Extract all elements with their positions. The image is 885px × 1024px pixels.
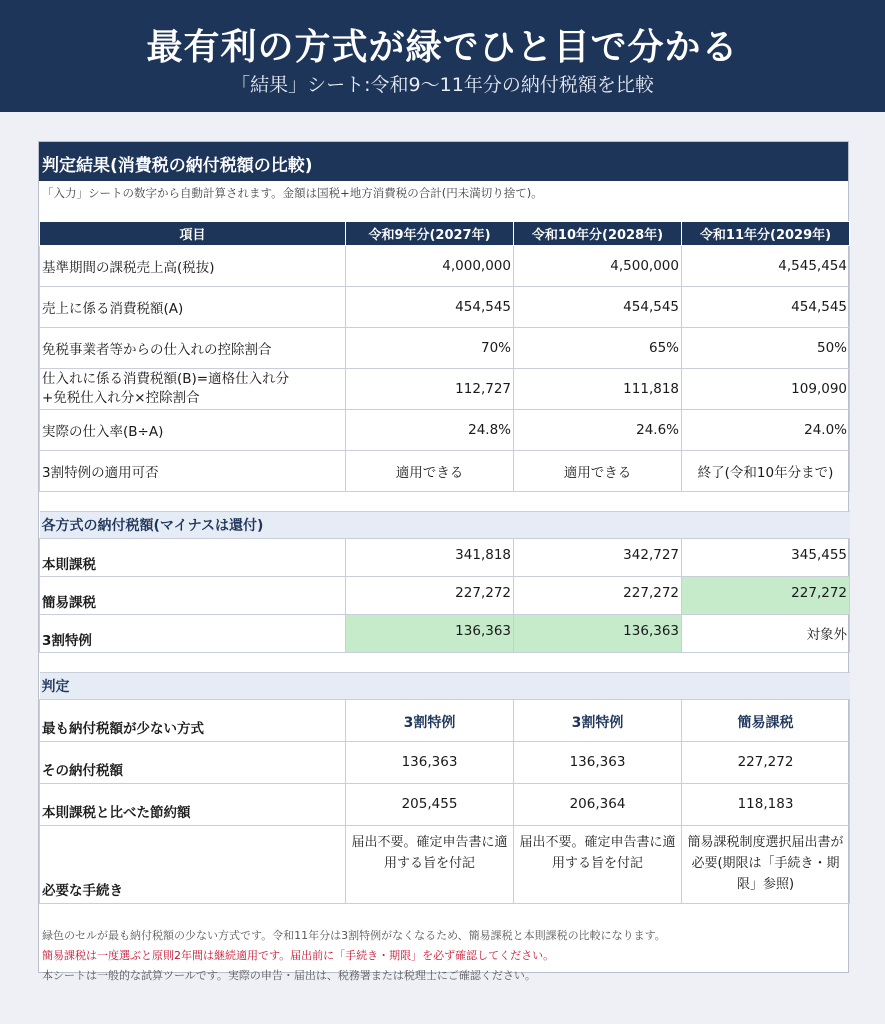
table-row bbox=[40, 410, 850, 451]
table-row bbox=[40, 615, 850, 653]
result-sheet bbox=[38, 141, 849, 982]
label-line: 仕入れに係る消費税額(B)=適格仕入れ分 bbox=[42, 371, 290, 387]
banner-subtitle: 「結果」シート:令和9〜11年分の納付税額を比較 bbox=[231, 74, 654, 96]
cell-procedure[interactable]: 届出不要。確定申告書に適用する旨を付記 bbox=[346, 826, 514, 904]
cell-method[interactable]: 3割特例 bbox=[346, 700, 514, 742]
cell-value[interactable]: 342,727 bbox=[514, 539, 682, 577]
cell-value[interactable]: 227,272 bbox=[682, 742, 850, 784]
cell-value[interactable]: 適用できる bbox=[346, 451, 514, 492]
cell-procedure[interactable]: 届出不要。確定申告書に適用する旨を付記 bbox=[514, 826, 682, 904]
section-header-methods bbox=[40, 512, 850, 539]
table-row bbox=[40, 539, 850, 577]
table-header-row bbox=[40, 222, 850, 246]
row-label-purchase-rate[interactable]: 実際の仕入率(B÷A) bbox=[40, 410, 346, 451]
cell-value[interactable]: 136,363 bbox=[514, 742, 682, 784]
table-row bbox=[40, 451, 850, 492]
cell-value[interactable]: 227,272 bbox=[346, 577, 514, 615]
header-r11[interactable]: 令和11年分(2029年) bbox=[682, 222, 850, 246]
footer-disclaimer: 本シートは一般的な試算ツールです。実際の申告・届出は、税務署または税理士にご確認ください。 bbox=[42, 969, 536, 982]
cell-value-best[interactable]: 136,363 bbox=[346, 615, 514, 653]
footer-warning: 簡易課税は一度選ぶと原則2年間は継続適用です。届出前に「手続き・期限」を必ず確認してください。 bbox=[42, 949, 555, 962]
cell-value[interactable]: 4,000,000 bbox=[346, 246, 514, 287]
header-item[interactable]: 項目 bbox=[40, 222, 346, 246]
cell-value[interactable]: 118,183 bbox=[682, 784, 850, 826]
header-banner bbox=[0, 0, 885, 112]
cell-value[interactable]: 50% bbox=[682, 328, 850, 369]
table-row bbox=[40, 784, 850, 826]
cell-value-best[interactable]: 227,272 bbox=[682, 577, 850, 615]
banner-title: 最有利の方式が緑でひと目で分かる bbox=[146, 27, 739, 68]
cell-value[interactable]: 112,727 bbox=[346, 369, 514, 410]
row-label-30pct-special[interactable]: 3割特例 bbox=[40, 615, 346, 653]
cell-value[interactable]: 4,500,000 bbox=[514, 246, 682, 287]
row-label-savings[interactable]: 本則課税と比べた節約額 bbox=[40, 784, 346, 826]
cell-value[interactable]: 対象外 bbox=[682, 615, 850, 653]
table-row bbox=[40, 700, 850, 742]
row-label-tax-amount[interactable]: その納付税額 bbox=[40, 742, 346, 784]
cell-value[interactable]: 70% bbox=[346, 328, 514, 369]
cell-value[interactable]: 終了(令和10年分まで) bbox=[682, 451, 850, 492]
table-row bbox=[40, 287, 850, 328]
footer-notes bbox=[39, 904, 848, 986]
table-row bbox=[40, 246, 850, 287]
row-label-deduction-ratio[interactable]: 免税事業者等からの仕入れの控除割合 bbox=[40, 328, 346, 369]
header-r10[interactable]: 令和10年分(2028年) bbox=[514, 222, 682, 246]
section-title: 各方式の納付税額(マイナスは還付) bbox=[40, 512, 850, 539]
row-label-sales-tax[interactable]: 売上に係る消費税額(A) bbox=[40, 287, 346, 328]
spacer-row bbox=[40, 653, 850, 673]
cell-value[interactable]: 205,455 bbox=[346, 784, 514, 826]
cell-method[interactable]: 3割特例 bbox=[514, 700, 682, 742]
table-row bbox=[40, 328, 850, 369]
cell-value[interactable]: 適用できる bbox=[514, 451, 682, 492]
row-label-standard-tax[interactable]: 本則課税 bbox=[40, 539, 346, 577]
section-title: 判定 bbox=[40, 673, 850, 700]
cell-value[interactable]: 206,364 bbox=[514, 784, 682, 826]
cell-method[interactable]: 簡易課税 bbox=[682, 700, 850, 742]
cell-value[interactable]: 454,545 bbox=[514, 287, 682, 328]
cell-value[interactable]: 454,545 bbox=[346, 287, 514, 328]
table-row bbox=[40, 826, 850, 904]
cell-procedure[interactable]: 簡易課税制度選択届出書が必要(期限は「手続き・期限」参照) bbox=[682, 826, 850, 904]
spacer-row bbox=[40, 492, 850, 512]
cell-value[interactable]: 454,545 bbox=[682, 287, 850, 328]
label-line: +免税仕入れ分×控除割合 bbox=[42, 390, 200, 406]
cell-value[interactable]: 345,455 bbox=[682, 539, 850, 577]
row-label-30pct-eligibility[interactable]: 3割特例の適用可否 bbox=[40, 451, 346, 492]
cell-value[interactable]: 341,818 bbox=[346, 539, 514, 577]
header-r9[interactable]: 令和9年分(2027年) bbox=[346, 222, 514, 246]
cell-value[interactable]: 24.6% bbox=[514, 410, 682, 451]
row-label-procedure[interactable]: 必要な手続き bbox=[40, 826, 346, 904]
table-row bbox=[40, 742, 850, 784]
table-row bbox=[40, 369, 850, 410]
sheet-title: 判定結果(消費税の納付税額の比較) bbox=[39, 142, 848, 181]
cell-value[interactable]: 65% bbox=[514, 328, 682, 369]
cell-value[interactable]: 24.0% bbox=[682, 410, 850, 451]
cell-value[interactable]: 111,818 bbox=[514, 369, 682, 410]
section-header-judgement bbox=[40, 673, 850, 700]
row-label-best-method[interactable]: 最も納付税額が少ない方式 bbox=[40, 700, 346, 742]
row-label-base-sales[interactable]: 基準期間の課税売上高(税抜) bbox=[40, 246, 346, 287]
sheet-note: 「入力」シートの数字から自動計算されます。金額は国税+地方消費税の合計(円未満切り捨て)。 bbox=[42, 186, 543, 200]
table-row bbox=[40, 577, 850, 615]
cell-value-best[interactable]: 136,363 bbox=[514, 615, 682, 653]
cell-value[interactable]: 136,363 bbox=[346, 742, 514, 784]
row-label-purchase-tax[interactable] bbox=[40, 369, 346, 410]
cell-value[interactable]: 24.8% bbox=[346, 410, 514, 451]
comparison-table bbox=[39, 221, 850, 904]
footer-note: 緑色のセルが最も納付税額の少ない方式です。令和11年分は3割特例がなくなるため、簡易課税と本則課税の比較になります。 bbox=[42, 929, 666, 942]
cell-value[interactable]: 109,090 bbox=[682, 369, 850, 410]
cell-value[interactable]: 4,545,454 bbox=[682, 246, 850, 287]
cell-value[interactable]: 227,272 bbox=[514, 577, 682, 615]
row-label-simplified-tax[interactable]: 簡易課税 bbox=[40, 577, 346, 615]
